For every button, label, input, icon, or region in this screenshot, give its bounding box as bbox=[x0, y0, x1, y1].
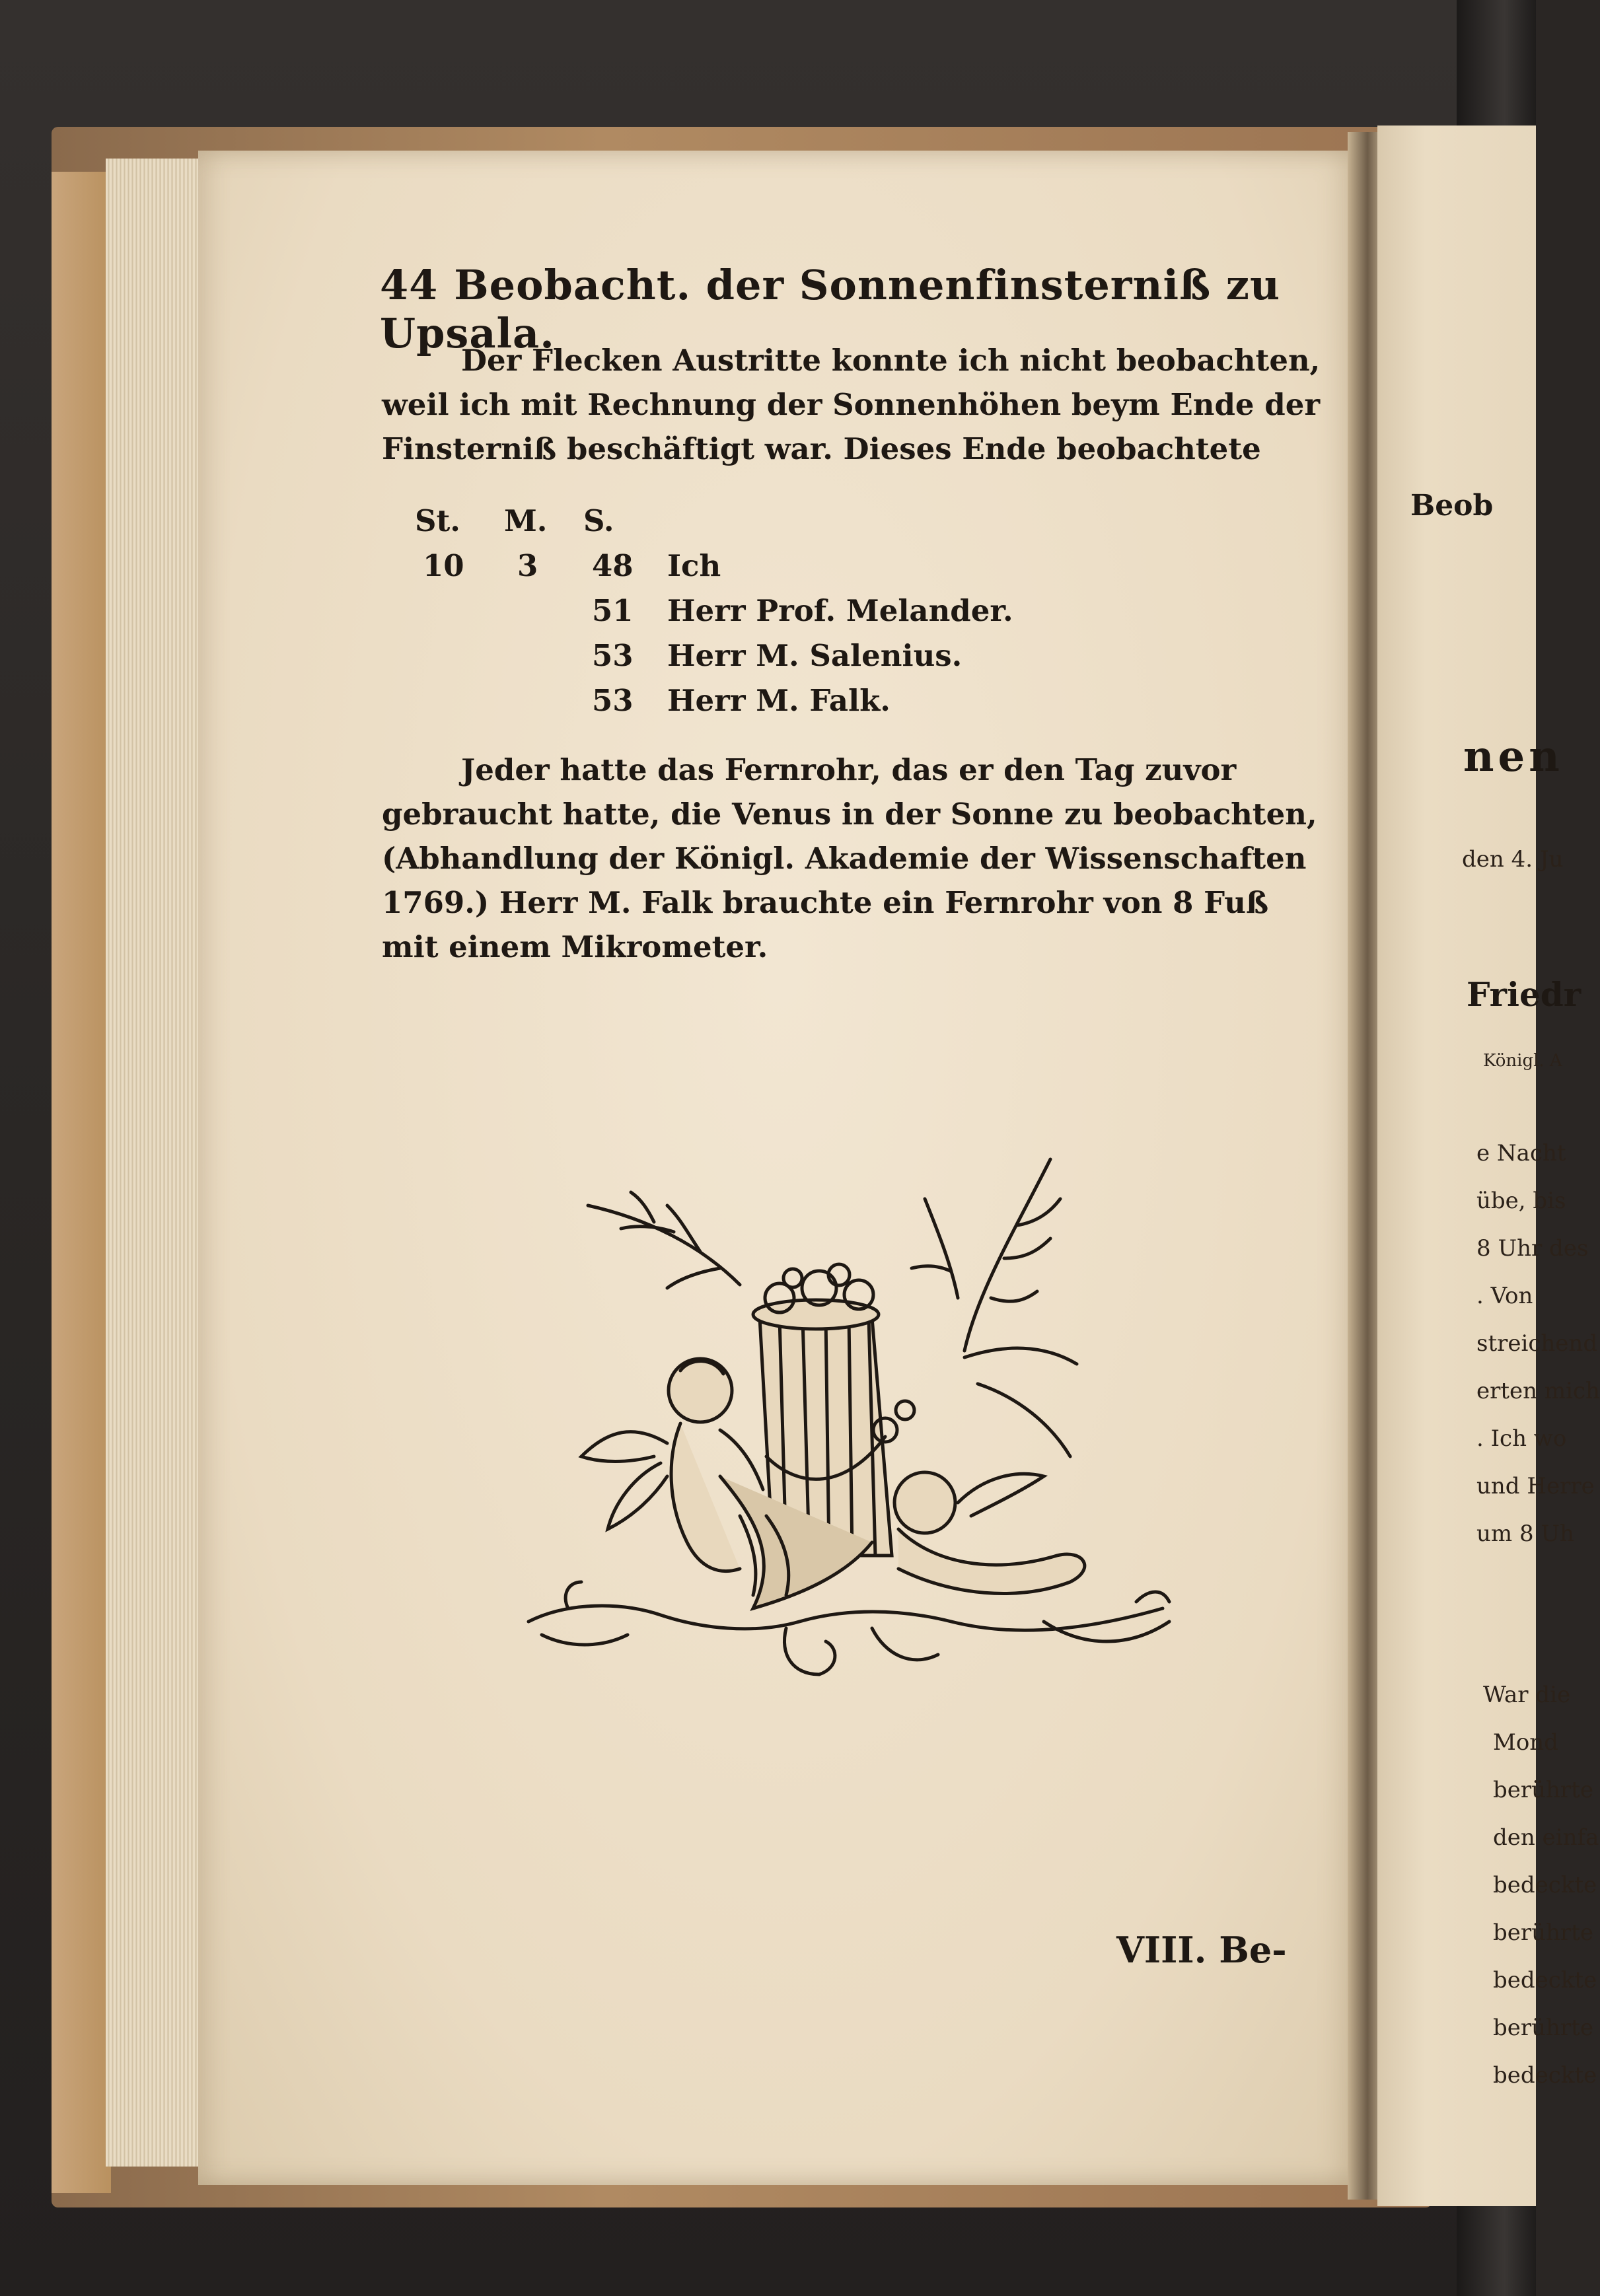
right-fragment-15: Mond bbox=[1493, 1729, 1558, 1756]
cover-edge bbox=[52, 172, 111, 2193]
paragraph-2 bbox=[382, 748, 1317, 969]
right-fragment-7: 8 Uhr des bbox=[1476, 1235, 1589, 1262]
paragraph-1 bbox=[382, 338, 1321, 471]
text-line: Jeder hatte das Fernrohr, das er den Tag zuvor bbox=[461, 752, 1237, 787]
right-fragment-5: e Nacht bbox=[1476, 1140, 1566, 1166]
catchword: VIII. Be- bbox=[1116, 1929, 1287, 1971]
right-fragment-0: Beob bbox=[1410, 489, 1494, 522]
cell-observer: Herr M. Falk. bbox=[667, 683, 891, 718]
text-line: (Abhandlung der Königl. Akademie der Wissenschaften bbox=[382, 841, 1307, 876]
cell-s: 51 bbox=[592, 593, 634, 628]
text-line: 1769.) Herr M. Falk brauchte ein Fernrohr von 8 Fuß bbox=[382, 885, 1269, 920]
right-fragment-10: erten mich bbox=[1476, 1378, 1600, 1404]
right-fragment-6: übe, bis bbox=[1476, 1188, 1566, 1214]
page-edges bbox=[106, 159, 203, 2167]
right-fragment-17: den einfa bbox=[1493, 1824, 1599, 1851]
right-fragment-4: Königl. A bbox=[1483, 1051, 1562, 1071]
right-fragment-11: . Ich wo bbox=[1476, 1425, 1567, 1452]
column-header-s: S. bbox=[583, 503, 614, 538]
right-fragment-20: bedeckte bbox=[1493, 1967, 1597, 1993]
right-fragment-2: den 4. Ju bbox=[1462, 846, 1564, 873]
cell-observer: Herr Prof. Melander. bbox=[667, 593, 1013, 628]
cherub-urn-vignette-icon bbox=[502, 1146, 1182, 1681]
column-header-st: St. bbox=[415, 503, 460, 538]
right-fragment-22: bedeckte bbox=[1493, 2062, 1597, 2089]
cell-m: 3 bbox=[517, 548, 538, 583]
text-line: weil ich mit Rechnung der Sonnenhöhen beym Ende der bbox=[382, 387, 1321, 422]
right-fragment-19: berührte bbox=[1493, 1919, 1593, 1946]
right-fragment-21: berührte bbox=[1493, 2015, 1593, 2041]
cell-observer: Ich bbox=[667, 548, 721, 583]
text-line: Der Flecken Austritte konnte ich nicht beobachten, bbox=[461, 343, 1321, 378]
right-fragment-1: nen bbox=[1463, 732, 1564, 781]
right-fragment-18: bedeckte bbox=[1493, 1872, 1597, 1898]
cell-s: 48 bbox=[592, 548, 634, 583]
right-fragment-16: berührte bbox=[1493, 1777, 1593, 1803]
cell-observer: Herr M. Salenius. bbox=[667, 638, 963, 673]
right-fragment-8: . Von bbox=[1476, 1283, 1533, 1309]
column-header-m: M. bbox=[504, 503, 548, 538]
cell-s: 53 bbox=[592, 638, 634, 673]
right-fragment-3: Friedr bbox=[1467, 975, 1582, 1014]
text-line: gebraucht hatte, die Venus in der Sonne zu beobachten, bbox=[382, 797, 1317, 832]
right-page-fragment bbox=[1377, 126, 1600, 2206]
right-fragment-12: und Herre bbox=[1476, 1473, 1595, 1499]
running-title: Beobacht. der Sonnenfinsterniß zu Upsala. bbox=[380, 261, 1281, 357]
cell-s: 53 bbox=[592, 683, 634, 718]
right-fragment-9: streichend bbox=[1476, 1330, 1598, 1357]
page-number: 44 bbox=[380, 261, 439, 309]
cell-st: 10 bbox=[423, 548, 464, 583]
right-fragment-13: um 8 Uh bbox=[1476, 1521, 1574, 1547]
right-fragment-14: War die bbox=[1483, 1682, 1571, 1708]
text-line: Finsterniß beschäftigt war. Dieses Ende beobachtete bbox=[382, 431, 1261, 466]
text-line: mit einem Mikrometer. bbox=[382, 929, 768, 964]
